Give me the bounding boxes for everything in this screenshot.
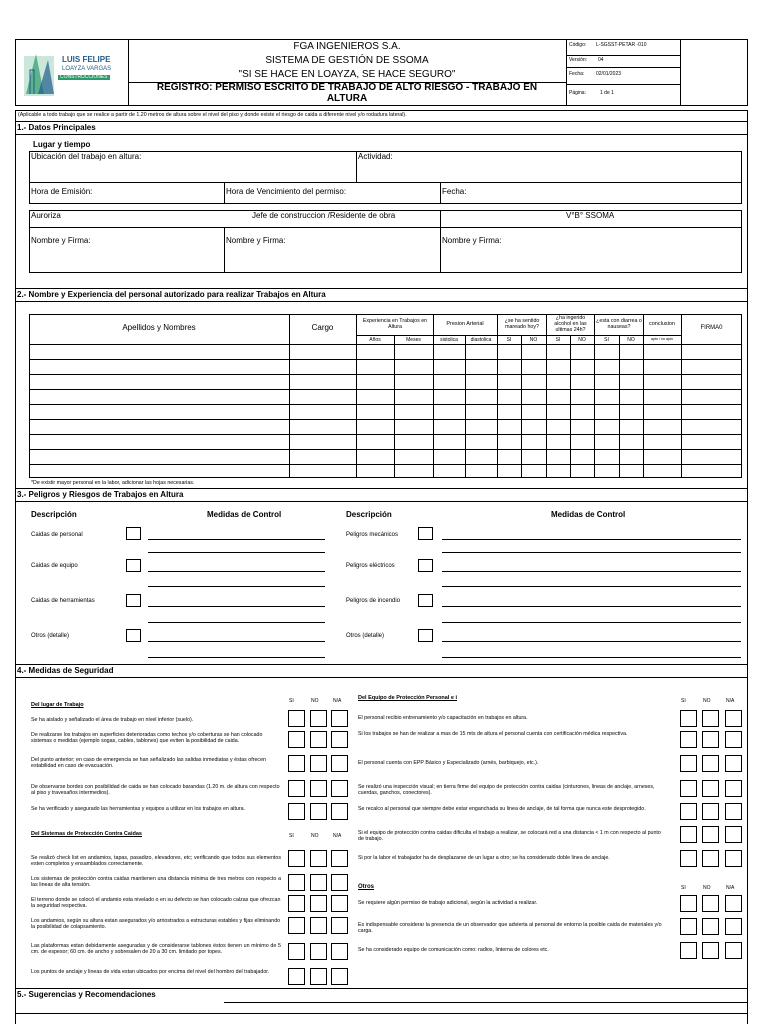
col-diarrea: ¿esta con diarrea o nauseas?: [596, 318, 642, 331]
sub-apto: apto / no apto: [651, 337, 673, 341]
na-checkbox[interactable]: [725, 755, 742, 772]
col-presion: Presion Arterial: [446, 321, 484, 327]
na-checkbox[interactable]: [725, 803, 742, 820]
sub-meses: Meses: [406, 337, 421, 343]
sub-diastolica: diastolica: [470, 337, 492, 343]
na-checkbox[interactable]: [725, 731, 742, 748]
epp-title: Del Equipo de Protección Personal e i: [358, 695, 458, 701]
lugar-item: De realizarse los trabajos en superficies deterioradas como techos y/o coberturas se han colocado sistemas o medidas (ejemplo sogas, cables, tablones) que eviten la posibilidad de caida.: [31, 732, 263, 745]
hazard-checkbox[interactable]: [126, 527, 141, 540]
col-mareo: ¿se ha sentido mareado hoy?: [504, 318, 540, 331]
no-checkbox[interactable]: [310, 731, 327, 748]
epp-item: Si el equipo de protección contra caidas dificulta el trabajo a realizar, se colocará red a una distancia < 1 m con respecto al punto de trabajo.: [358, 830, 661, 843]
na-checkbox[interactable]: [331, 780, 348, 797]
si-checkbox[interactable]: [680, 918, 697, 935]
no-checkbox[interactable]: [702, 826, 719, 843]
no-checkbox[interactable]: [702, 803, 719, 820]
na-header: N/A: [726, 885, 735, 891]
sistemas-item: Las plataformas estan debidamente aseguradas y de considerarse tablones éstos tienen un mínimo de 5 cm. de espesor; 60 cm. de ancho y sobresalen de 20 a 30 cm. limitado por topes.: [31, 943, 281, 956]
na-checkbox[interactable]: [331, 943, 348, 960]
na-checkbox[interactable]: [331, 968, 348, 985]
no-checkbox[interactable]: [310, 803, 327, 820]
hazard-checkbox[interactable]: [418, 527, 433, 540]
sub-no-3: NO: [627, 337, 635, 343]
sistemas-item: Se realizó check list en andamios, tapas, pasadizo, elevadores, etc; verificando que todos sus elementos esten completos y ensamblados correctamente.: [31, 855, 281, 868]
company-logo: [22, 46, 122, 98]
logo-line2: LOAYZA VARGAS: [62, 66, 112, 72]
si-checkbox[interactable]: [680, 826, 697, 843]
si-checkbox[interactable]: [288, 895, 305, 912]
desc-header-left: Descripción: [31, 510, 77, 519]
sistemas-item: Los andamios, según su altura estan asegurados y/o arriostrados a estructuras estables y fijas eliminando la posibilidad de colapsamiento.: [31, 918, 281, 931]
na-checkbox[interactable]: [725, 918, 742, 935]
na-checkbox[interactable]: [331, 850, 348, 867]
col-apellidos: Apellidos y Nombres: [122, 323, 196, 332]
sub-si-3: SI: [604, 337, 609, 343]
fecha-label: Fecha:: [569, 71, 585, 77]
otros-item: Se ha considerado equipo de comunicación como: radios, linterna de colores etc.: [358, 947, 549, 953]
no-checkbox[interactable]: [310, 874, 327, 891]
section1-title: 1.- Datos Principales: [17, 123, 96, 132]
na-header: N/A: [726, 698, 735, 704]
si-checkbox[interactable]: [680, 780, 697, 797]
na-checkbox[interactable]: [725, 826, 742, 843]
na-checkbox[interactable]: [725, 942, 742, 959]
personal-footnote: *De existir mayor personal en la labor, adicionar las hojas necesarias.: [31, 480, 195, 486]
col-alcohol: ¿ha ingerido alcohol en las ultimas 24h?: [554, 315, 587, 334]
medidas-header-left: Medidas de Control: [207, 510, 282, 519]
logo-line3: CONSTRUCCIONES: [60, 74, 108, 80]
si-checkbox[interactable]: [680, 710, 697, 727]
na-checkbox[interactable]: [331, 755, 348, 772]
epp-item: Si por la labor el trabajador ha de desplazarse de un lugar a otro; se ha considerado doble linea de anclaje.: [358, 855, 610, 861]
si-checkbox[interactable]: [288, 874, 305, 891]
si-checkbox[interactable]: [288, 968, 305, 985]
nombre-firma-3[interactable]: Nombre y Firma:: [442, 236, 502, 245]
col-firma: FIRMA0: [700, 325, 723, 331]
si-header: SI: [681, 698, 686, 704]
na-checkbox[interactable]: [331, 803, 348, 820]
col-experiencia: Experiencia en Trabajos en Altura: [362, 318, 428, 331]
epp-item: Se realizó una inspección visual; en tierra firme del equipo de protección contra caidas (cinturones, lineas de anclaje, arneses, cuerdas, ganchos, conectores).: [358, 784, 655, 797]
si-checkbox[interactable]: [288, 850, 305, 867]
otros-title: Otros: [358, 884, 375, 890]
hazard-caidas-personal: Caidas de personal: [31, 532, 83, 538]
na-checkbox[interactable]: [331, 917, 348, 934]
epp-item: Si los trabajos se han de realizar a mas de 15 mts de altura el personal cuenta con certificación médica respectiva.: [358, 731, 628, 737]
lugar-trabajo-title: Del lugar de Trabajo: [31, 702, 84, 708]
no-checkbox[interactable]: [702, 942, 719, 959]
fecha-field[interactable]: Fecha:: [442, 187, 467, 196]
no-checkbox[interactable]: [310, 755, 327, 772]
si-checkbox[interactable]: [288, 780, 305, 797]
lugar-item: Se ha aislado y señalizado el área de trabajo en nivel inferior (suelo).: [31, 717, 194, 723]
medidas-header-right: Medidas de Control: [551, 510, 626, 519]
na-checkbox[interactable]: [725, 710, 742, 727]
si-checkbox[interactable]: [680, 850, 697, 867]
jefe-label: Jefe de construccion /Residente de obra: [252, 211, 396, 220]
na-checkbox[interactable]: [331, 895, 348, 912]
hazard-checkbox[interactable]: [126, 559, 141, 572]
sistemas-item: Los puntos de anclaje y lineas de vida estan ubicados por encima del nivel del hombro del trabajador.: [31, 969, 270, 975]
col-conclusion: conclusion: [649, 321, 675, 327]
no-checkbox[interactable]: [310, 780, 327, 797]
form-title-line1: REGISTRO: PERMISO ESCRITO DE TRABAJO DE ALTO RIESGO - TRABAJO EN: [156, 82, 538, 93]
logo-line1: LUIS FELIPE: [62, 55, 111, 64]
no-checkbox[interactable]: [702, 780, 719, 797]
hazard-checkbox[interactable]: [126, 594, 141, 607]
form-title-line2: ALTURA: [326, 93, 368, 104]
hora-emision-field[interactable]: Hora de Emisión:: [31, 187, 93, 196]
no-header: NO: [311, 833, 319, 839]
sistemas-item: Los sistemas de protección contra caidas mantienen una distancia mínima de tres metros con respecto a las lineas de alta tensión.: [31, 876, 281, 889]
no-checkbox[interactable]: [702, 850, 719, 867]
epp-item: El personal recibio entrenamiento y/o capacitación en trabajos en altura.: [358, 715, 528, 721]
sub-no-2: NO: [578, 337, 586, 343]
company-name: FGA INGENIEROS S.A.: [293, 41, 401, 52]
hazard-mecanicos: Peligros mecánicos: [346, 532, 399, 538]
sub-si-1: SI: [506, 337, 512, 343]
no-checkbox[interactable]: [702, 918, 719, 935]
lugar-tiempo: Lugar y tiempo: [33, 140, 91, 149]
si-header: SI: [681, 885, 686, 891]
lugar-item: Se ha verificado y asegurado las herramientas y equipos a utilizar en los trabajos en altura.: [31, 806, 246, 812]
hazard-caidas-herramientas: Caidas de herramientas: [31, 598, 95, 604]
sub-no-1: NO: [529, 337, 538, 343]
no-checkbox[interactable]: [310, 710, 327, 727]
no-checkbox[interactable]: [310, 850, 327, 867]
sub-si-2: SI: [555, 337, 561, 343]
hazard-otros-left: Otros (detalle): [31, 633, 70, 639]
si-checkbox[interactable]: [680, 942, 697, 959]
sub-sistolica: sistolica: [440, 337, 458, 343]
si-checkbox[interactable]: [680, 731, 697, 748]
hazard-checkbox[interactable]: [126, 629, 141, 642]
no-checkbox[interactable]: [702, 731, 719, 748]
si-checkbox[interactable]: [680, 755, 697, 772]
slogan: "SI SE HACE EN LOAYZA, SE HACE SEGURO": [238, 69, 456, 80]
lugar-item: Del punto anterior; en caso de emergencia se han señalizado las salidas inmediatas y éstas ofrecen estabilidad en caso de evacuación.: [31, 757, 266, 770]
na-checkbox[interactable]: [331, 710, 348, 727]
building-logo-icon: [22, 46, 122, 98]
otros-item: Es indispensable considerar la presencia de un observador que advierta al personal de entorno la posible caida de materiales y/o carga.: [358, 922, 662, 935]
si-checkbox[interactable]: [288, 731, 305, 748]
no-checkbox[interactable]: [702, 895, 719, 912]
no-checkbox[interactable]: [310, 968, 327, 985]
na-checkbox[interactable]: [331, 874, 348, 891]
hazard-otros-right: Otros (detalle): [346, 633, 385, 639]
na-checkbox[interactable]: [331, 731, 348, 748]
na-checkbox[interactable]: [725, 850, 742, 867]
system-name: SISTEMA DE GESTIÓN DE SSOMA: [265, 55, 429, 66]
vb-ssoma-label: V°B° SSOMA: [566, 211, 615, 220]
otros-item: Se requiere algún permiso de trabajo adicional, según la actividad a realizar.: [358, 900, 538, 906]
hazard-electricos: Peligros eléctricos: [346, 563, 395, 569]
codigo-value: L-SGSST-PETAR -010: [596, 42, 647, 48]
hora-vencimiento-field[interactable]: Hora de Vencimiento del permiso:: [226, 187, 347, 196]
applicability-note: (Aplicable a todo trabajo que se realice a partir de 1.20 metros de altura sobre el nivel del piso y donde existe el riesgo de caida a diferente nivel y/o rodadura lateral).: [18, 112, 407, 118]
hazard-checkbox[interactable]: [418, 594, 433, 607]
pagina-label: Página:: [569, 90, 586, 96]
actividad-field[interactable]: Actividad:: [358, 152, 393, 161]
si-checkbox[interactable]: [288, 755, 305, 772]
no-checkbox[interactable]: [310, 943, 327, 960]
pagina-value: 1 de 1: [600, 90, 614, 96]
nombre-firma-1[interactable]: Nombre y Firma:: [31, 236, 91, 245]
no-checkbox[interactable]: [310, 917, 327, 934]
sistemas-item: El terreno donde se colocó el andamio esta nivelado o en su defecto se han colocado calzas que ofrezcan la seguridad respectiva.: [31, 897, 281, 910]
hazard-checkbox[interactable]: [418, 629, 433, 642]
si-header: SI: [289, 698, 294, 704]
na-header: N/A: [333, 698, 342, 704]
si-checkbox[interactable]: [288, 917, 305, 934]
autoriza-label: Auroriza: [31, 211, 61, 220]
no-checkbox[interactable]: [310, 895, 327, 912]
desc-header-right: Descripción: [346, 510, 392, 519]
na-header: N/A: [333, 833, 342, 839]
section2-title: 2.- Nombre y Experiencia del personal autorizado para realizar Trabajos en Altura: [17, 290, 326, 299]
si-checkbox[interactable]: [680, 803, 697, 820]
epp-item: El personal cuenta con EPP Básico y Especializado (arnés, barbiquejo, etc.).: [358, 760, 539, 766]
hazard-checkbox[interactable]: [418, 559, 433, 572]
lugar-item: De observarse bordes con posibilidad de caida se han colocado barandas (1.20 m. de altura con respecto al piso y travesaños intermedios).: [31, 784, 280, 797]
version-value: 04: [598, 57, 604, 63]
epp-item: Se recalco al personal que siempre debe estar enganchada su linea de anclaje, de tal forma que nunca este desprotegido.: [358, 806, 646, 812]
si-header: SI: [289, 833, 294, 839]
na-checkbox[interactable]: [725, 780, 742, 797]
no-checkbox[interactable]: [702, 755, 719, 772]
sistemas-title: Del Sistemas de Protección Contra Caidas: [31, 831, 142, 837]
si-checkbox[interactable]: [288, 943, 305, 960]
section5-title: 5.- Sugerencias y Recomendaciones: [17, 990, 156, 999]
hazard-incendio: Peligros de incendio: [346, 598, 401, 604]
si-checkbox[interactable]: [288, 710, 305, 727]
col-cargo: Cargo: [311, 323, 334, 332]
na-checkbox[interactable]: [725, 895, 742, 912]
ubicacion-field[interactable]: Ubicación del trabajo en altura:: [31, 152, 142, 161]
version-label: Versión:: [569, 57, 588, 63]
si-checkbox[interactable]: [680, 895, 697, 912]
nombre-firma-2[interactable]: Nombre y Firma:: [226, 236, 286, 245]
no-header: NO: [311, 698, 319, 704]
si-checkbox[interactable]: [288, 803, 305, 820]
sub-anos: Años: [369, 337, 381, 343]
codigo-label: Código:: [569, 42, 587, 48]
section4-title: 4.- Medidas de Seguridad: [17, 666, 114, 675]
no-header: NO: [703, 698, 711, 704]
no-checkbox[interactable]: [702, 710, 719, 727]
section3-title: 3.- Peligros y Riesgos de Trabajos en Altura: [17, 490, 184, 499]
hazard-caidas-equipo: Caidas de equipo: [31, 563, 78, 569]
no-header: NO: [703, 885, 711, 891]
fecha-value: 02/01/2023: [596, 71, 622, 77]
